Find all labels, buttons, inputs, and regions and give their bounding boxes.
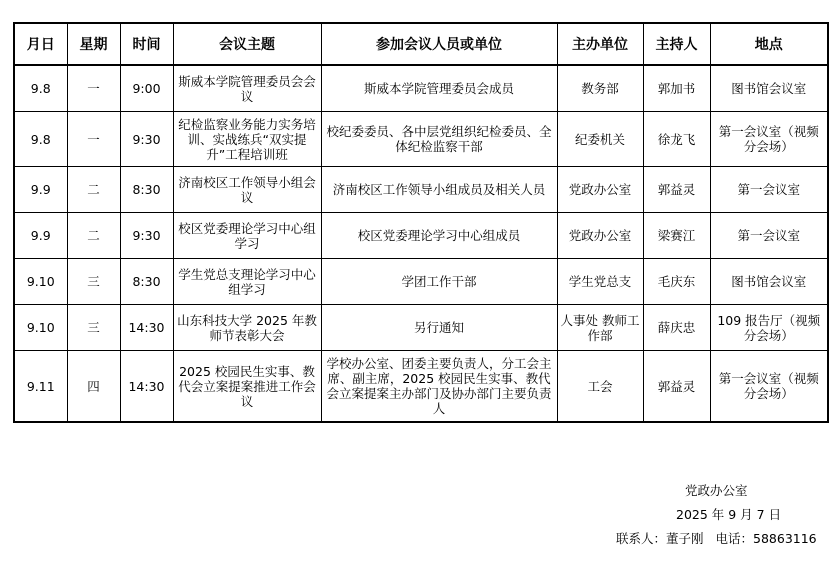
cell-host: 郭益灵 — [643, 351, 710, 423]
cell-location: 图书馆会议室 — [710, 65, 828, 112]
table-header-row — [14, 23, 828, 65]
table-row — [14, 351, 828, 423]
footer-issuing-office: 党政办公室 — [685, 483, 748, 498]
cell-date: 9.11 — [14, 351, 67, 423]
cell-topic: 校区党委理论学习中心组学习 — [173, 213, 321, 259]
cell-weekday: 一 — [67, 112, 120, 167]
cell-location: 第一会议室 — [710, 213, 828, 259]
cell-date: 9.10 — [14, 305, 67, 351]
cell-attendees: 校区党委理论学习中心组成员 — [321, 213, 557, 259]
cell-organizer: 教务部 — [557, 65, 643, 112]
footer-contact-person: 联系人：董子刚 — [616, 531, 704, 546]
cell-date: 9.8 — [14, 112, 67, 167]
meeting-schedule-table — [13, 22, 829, 423]
table-row — [14, 305, 828, 351]
header-time: 时间 — [120, 23, 173, 65]
cell-time: 8:30 — [120, 259, 173, 305]
table-row — [14, 167, 828, 213]
cell-host: 梁赛江 — [643, 213, 710, 259]
cell-weekday: 二 — [67, 167, 120, 213]
header-date: 月日 — [14, 23, 67, 65]
cell-weekday: 一 — [67, 65, 120, 112]
cell-topic: 山东科技大学 2025 年教师节表彰大会 — [173, 305, 321, 351]
cell-time: 8:30 — [120, 167, 173, 213]
header-attendees: 参加会议人员或单位 — [321, 23, 557, 65]
cell-organizer: 人事处 教师工作部 — [557, 305, 643, 351]
cell-organizer: 学生党总支 — [557, 259, 643, 305]
cell-location: 图书馆会议室 — [710, 259, 828, 305]
cell-time: 14:30 — [120, 351, 173, 423]
cell-weekday: 二 — [67, 213, 120, 259]
cell-location: 第一会议室（视频分会场） — [710, 112, 828, 167]
cell-attendees: 学校办公室、团委主要负责人，分工会主席、副主席，2025 校园民生实事、教代会立案提案主办部门及协办部门主要负责人 — [321, 351, 557, 423]
cell-topic: 纪检监察业务能力实务培训、实战练兵“双实提升”工程培训班 — [173, 112, 321, 167]
header-location: 地点 — [710, 23, 828, 65]
cell-topic: 学生党总支理论学习中心组学习 — [173, 259, 321, 305]
cell-host: 郭益灵 — [643, 167, 710, 213]
cell-host: 毛庆东 — [643, 259, 710, 305]
cell-location: 第一会议室 — [710, 167, 828, 213]
cell-time: 14:30 — [120, 305, 173, 351]
table-row — [14, 259, 828, 305]
cell-host: 郭加书 — [643, 65, 710, 112]
table-row — [14, 112, 828, 167]
cell-time: 9:30 — [120, 112, 173, 167]
cell-time: 9:30 — [120, 213, 173, 259]
footer-contact-phone: 电话：58863116 — [715, 531, 817, 546]
footer-contact-line — [616, 529, 817, 547]
footer-issue-date: 2025 年 9 月 7 日 — [676, 507, 782, 522]
cell-host: 薛庆忠 — [643, 305, 710, 351]
cell-date: 9.10 — [14, 259, 67, 305]
cell-location: 109 报告厅（视频分会场） — [710, 305, 828, 351]
cell-date: 9.8 — [14, 65, 67, 112]
header-host: 主持人 — [643, 23, 710, 65]
cell-organizer: 纪委机关 — [557, 112, 643, 167]
cell-organizer: 党政办公室 — [557, 213, 643, 259]
table-row — [14, 65, 828, 112]
cell-location: 第一会议室（视频分会场） — [710, 351, 828, 423]
header-topic: 会议主题 — [173, 23, 321, 65]
table-row — [14, 213, 828, 259]
cell-host: 徐龙飞 — [643, 112, 710, 167]
cell-topic: 斯威本学院管理委员会会议 — [173, 65, 321, 112]
cell-attendees: 另行通知 — [321, 305, 557, 351]
cell-date: 9.9 — [14, 213, 67, 259]
cell-weekday: 三 — [67, 259, 120, 305]
cell-topic: 2025 校园民生实事、教代会立案提案推进工作会议 — [173, 351, 321, 423]
cell-attendees: 济南校区工作领导小组成员及相关人员 — [321, 167, 557, 213]
cell-organizer: 工会 — [557, 351, 643, 423]
cell-date: 9.9 — [14, 167, 67, 213]
cell-time: 9:00 — [120, 65, 173, 112]
cell-organizer: 党政办公室 — [557, 167, 643, 213]
cell-attendees: 校纪委委员、各中层党组织纪检委员、全体纪检监察干部 — [321, 112, 557, 167]
cell-attendees: 斯威本学院管理委员会成员 — [321, 65, 557, 112]
header-organizer: 主办单位 — [557, 23, 643, 65]
cell-topic: 济南校区工作领导小组会议 — [173, 167, 321, 213]
cell-weekday: 三 — [67, 305, 120, 351]
header-weekday: 星期 — [67, 23, 120, 65]
cell-weekday: 四 — [67, 351, 120, 423]
cell-attendees: 学团工作干部 — [321, 259, 557, 305]
